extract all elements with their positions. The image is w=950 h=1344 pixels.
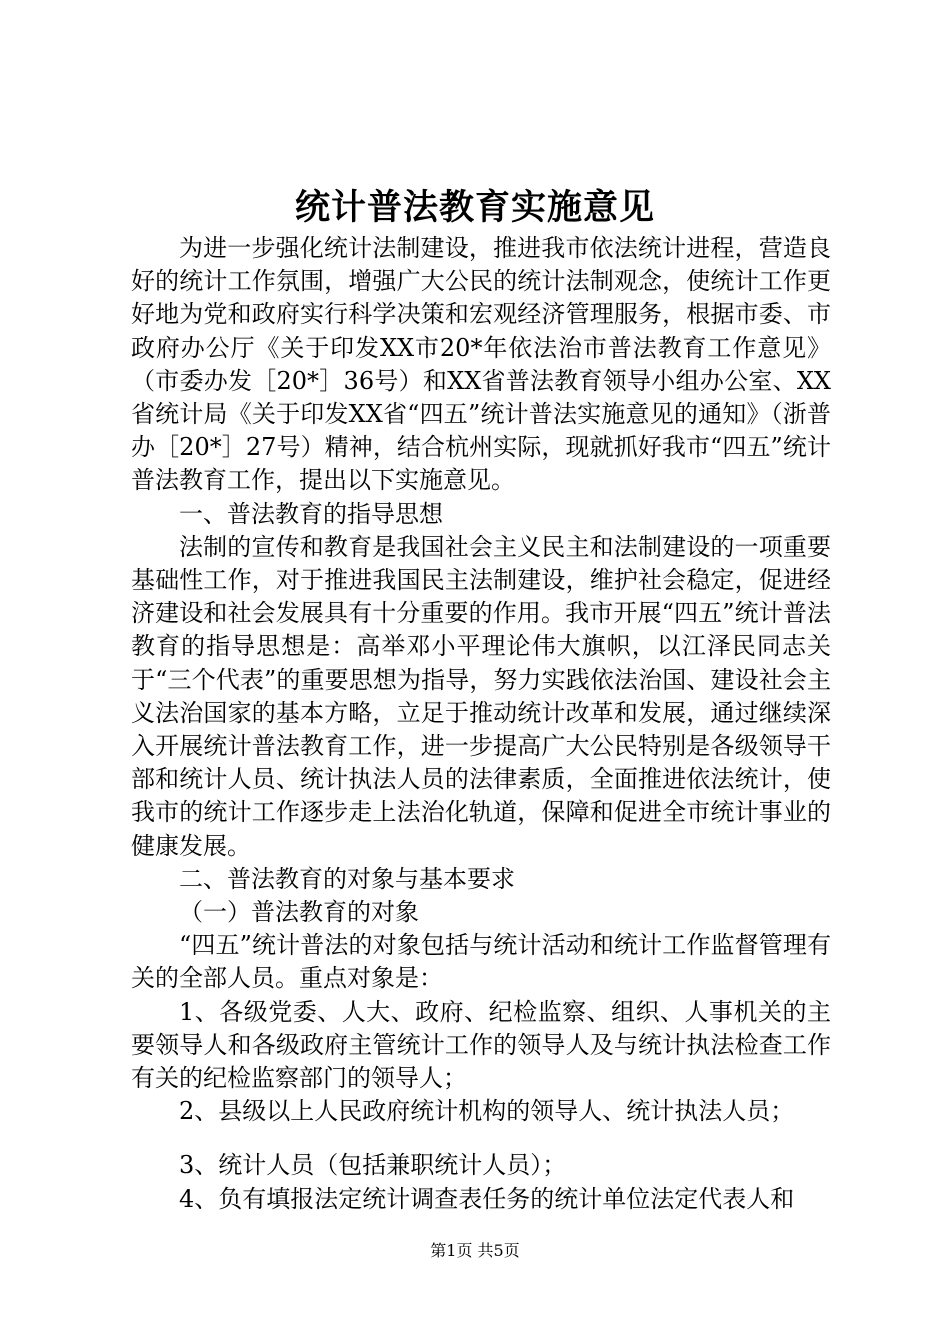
list-item-2: 2、县级以上人民政府统计机构的领导人、统计执法人员；: [179, 1097, 795, 1126]
list-item-3: 3、统计人员（包括兼职统计人员）；: [179, 1151, 567, 1180]
list-item-4: 4、负有填报法定统计调查表任务的统计单位法定代表人和: [179, 1184, 795, 1213]
paragraph-objects: “四五”统计普法的对象包括与统计活动和统计工作监督管理有关的全部人员。重点对象是：: [131, 931, 831, 993]
list-item-1: 1、各级党委、人大、政府、纪检监察、组织、人事机关的主要领导人和各级政府主管统计工作的领导人及与统计执法检查工作有关的纪检监察部门的领导人；: [131, 997, 831, 1093]
heading-objects-requirements: 二、普法教育的对象与基本要求: [179, 864, 515, 893]
paragraph-guiding-ideology: 法制的宣传和教育是我国社会主义民主和法制建设的一项重要基础性工作，对于推进我国民主法制建设，维护社会稳定，促进经济建设和社会发展具有十分重要的作用。我市开展“四五”统计普法教育的指导思想是：高举邓小平理论伟大旗帜，以江泽民同志关于“三个代表”的重要思想为指导，努力实践依法治国、建设社会主义法治国家的基本方略，立足于推动统计改革和发展，通过继续深入开展统计普法教育工作，进一步提高广大公民特别是各级领导干部和统计人员、统计执法人员的法律素质，全面推进依法统计，使我市的统计工作逐步走上法治化轨道，保障和促进全市统计事业的健康发展。: [131, 532, 831, 860]
paragraph-intro: 为进一步强化统计法制建设，推进我市依法统计进程，营造良好的统计工作氛围，增强广大公民的统计法制观念，使统计工作更好地为党和政府实行科学决策和宏观经济管理服务，根据市委、市政府办公厅《关于印发XX市20*年依法治市普法教育工作意见》（市委办发［20*］36号）和XX省普法教育领导小组办公室、XX省统计局《关于印发XX省“四五”统计普法实施意见的通知》（浙普办［20*］27号）精神，结合杭州实际，现就抓好我市“四五”统计普法教育工作，提出以下实施意见。: [131, 234, 831, 495]
heading-guiding-ideology: 一、普法教育的指导思想: [179, 499, 443, 528]
document-title: 统计普法教育实施意见: [294, 187, 655, 228]
subheading-objects: （一）普法教育的对象: [179, 898, 419, 927]
page-footer: 第1页 共5页: [430, 1241, 520, 1260]
document-body: [131, 232, 831, 1216]
